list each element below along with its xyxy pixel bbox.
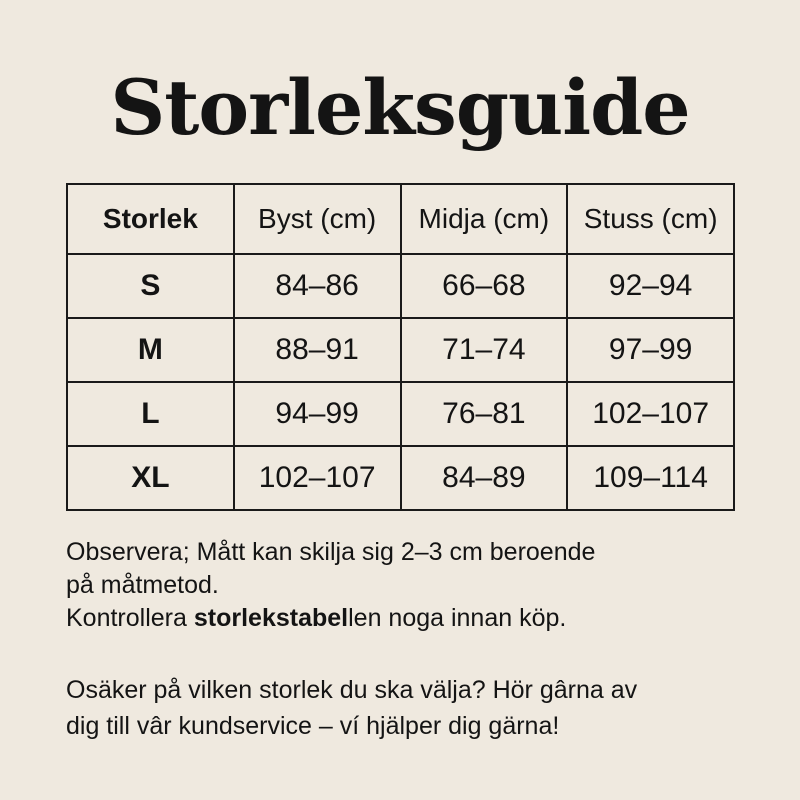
size-cell: L <box>67 382 234 446</box>
measurement-note <box>66 536 766 635</box>
note-line-3-before: Kontrollera <box>66 604 194 632</box>
page-title: Storleksguide <box>110 63 690 152</box>
waist-cell: 66–68 <box>401 254 568 318</box>
bust-cell: 102–107 <box>234 446 401 510</box>
hips-cell: 92–94 <box>567 254 734 318</box>
bust-cell: 94–99 <box>234 382 401 446</box>
size-table-emphasis: storlekstabel <box>193 604 349 632</box>
hips-cell: 97–99 <box>567 318 734 382</box>
table-header-row <box>67 184 734 254</box>
table-row <box>67 318 734 382</box>
help-line-1: Osäker på vilken storlek du ska välja? Hör gârna av <box>66 676 638 704</box>
waist-cell: 76–81 <box>401 382 568 446</box>
size-cell: XL <box>67 446 234 510</box>
table-row <box>67 382 734 446</box>
size-cell: S <box>67 254 234 318</box>
hips-cell: 102–107 <box>567 382 734 446</box>
waist-cell: 71–74 <box>401 318 568 382</box>
note-line-2: på måtmetod. <box>66 571 219 599</box>
note-line-3-after: len noga innan köp. <box>348 604 567 632</box>
column-header-bust: Byst (cm) <box>234 184 401 254</box>
hips-cell: 109–114 <box>567 446 734 510</box>
waist-cell: 84–89 <box>401 446 568 510</box>
table-row <box>67 446 734 510</box>
customer-service-note <box>66 672 766 744</box>
note-line-1: Observera; Mått kan skilja sig 2–3 cm beroende <box>66 538 596 566</box>
help-line-2: dig till vâr kundservice – ví hjälper dig gärna! <box>66 712 560 740</box>
bust-cell: 88–91 <box>234 318 401 382</box>
column-header-size: Storlek <box>67 184 234 254</box>
size-cell: M <box>67 318 234 382</box>
size-table <box>66 183 735 511</box>
table-row <box>67 254 734 318</box>
column-header-waist: Midja (cm) <box>401 184 568 254</box>
note-line-3 <box>66 602 766 635</box>
bust-cell: 84–86 <box>234 254 401 318</box>
column-header-hips: Stuss (cm) <box>567 184 734 254</box>
